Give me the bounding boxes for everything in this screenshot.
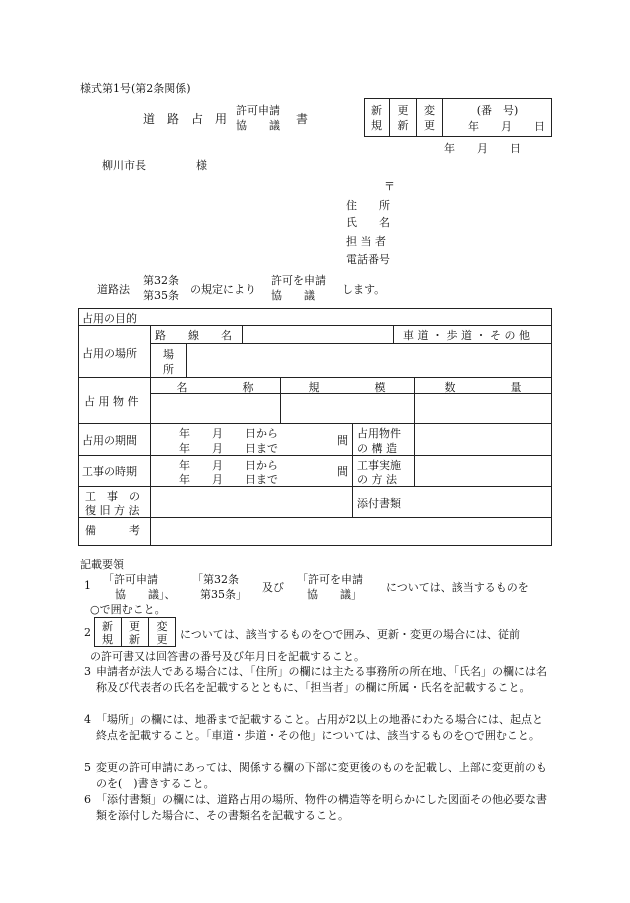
note1-tail: については、該当するものを: [386, 581, 529, 594]
note4-text: 「場所」の欄には、地番まで記載すること。占用が2以上の地番にわたる場合には、起点と終点を記載すること。「車道・歩道・その他」については、該当するものを○で囲むこと。: [96, 713, 543, 742]
title-option-consult: 協 議: [236, 119, 280, 132]
statement-article-35: 第35条: [143, 289, 179, 302]
note2-number: 2: [84, 626, 91, 639]
note5-text: 変更の許可申請にあっては、関係する欄の下部に変更後のものを記載し、上部に変更前のものを( )書きすること。: [96, 761, 547, 790]
restore-label-1: 工 事 の: [85, 490, 140, 503]
applicant-contact: 担 当 者: [346, 235, 386, 248]
statement-provision: の規定により: [190, 283, 256, 296]
note3: [80, 664, 550, 696]
work-period-label: 工事の時期: [82, 465, 137, 478]
col-spec-header: 規 模: [308, 381, 386, 394]
note5: [80, 760, 550, 792]
title-option-permit: 許可申請: [236, 104, 280, 117]
note1-option-c1: 「許可を申請: [297, 573, 363, 586]
note4-number: 4: [84, 713, 91, 726]
applicant-phone: 電話番号: [346, 253, 390, 266]
work-from: 年 月 日から: [179, 459, 278, 472]
attachments-label: 添付書類: [357, 497, 401, 510]
work-to: 年 月 日まで: [179, 473, 278, 486]
postal-mark: 〒: [384, 180, 395, 193]
note2-line2: の許可書又は回答書の番号及び年月日を記載すること。: [90, 650, 365, 663]
period-duration: 間: [337, 434, 348, 447]
addressee-honorific: 様: [196, 159, 207, 172]
period-label: 占用の期間: [82, 434, 137, 447]
type-change-2: 更: [424, 119, 435, 132]
applicant-address: 住 所: [346, 199, 390, 212]
type-renew-2: 新: [397, 119, 409, 132]
statement-article-32: 第32条: [143, 274, 179, 287]
period-from: 年 月 日から: [179, 427, 278, 440]
note2-tail: については、該当するものを○で囲み、更新・変更の場合には、従前: [180, 628, 521, 641]
type-new-2: 規: [371, 119, 382, 132]
note2-type-change-1: 変: [156, 620, 168, 633]
note2-type-renew-2: 新: [129, 633, 140, 646]
applicant-name: 氏 名: [346, 216, 390, 229]
purpose-label: 占用の目的: [82, 312, 137, 325]
number-label: (番 号): [476, 104, 519, 117]
place-label: 占用の場所: [82, 347, 137, 360]
col-name-header: 名 称: [176, 381, 254, 394]
note5-number: 5: [84, 761, 91, 774]
note1-option-b1: 「第32条: [192, 573, 239, 586]
place-sub-label-2: 所: [163, 363, 174, 376]
type-renew-1: 更: [397, 104, 409, 117]
route-name-label: 路 線 名: [155, 329, 232, 342]
statement-law: 道路法: [97, 283, 130, 296]
title-suffix: 書: [296, 112, 309, 126]
note6-number: 6: [84, 793, 91, 806]
object-label: 占 用 物 件: [84, 395, 139, 408]
note1-option-c2: 協 議」: [307, 588, 362, 601]
statement-option-permit: 許可を申請: [271, 274, 326, 287]
note2-type-new-1: 新: [102, 620, 113, 633]
number-date: 年 月 日: [468, 120, 545, 133]
note1-number: 1: [84, 579, 91, 592]
structure-label-1: 占用物件: [357, 427, 401, 440]
road-type-label: 車 道 ・ 歩 道 ・ そ の 他: [403, 329, 530, 342]
note2-type-change-2: 更: [156, 633, 168, 646]
note1-line2: ○で囲むこと。: [90, 603, 166, 616]
note1-option-a2: 協 議」、: [115, 588, 176, 601]
place-sub-label-1: 場: [163, 348, 174, 361]
work-method-label-1: 工事実施: [357, 459, 401, 472]
note3-number: 3: [84, 665, 91, 678]
type-change-1: 変: [424, 104, 435, 117]
note1-option-a1: 「許可申請: [103, 573, 158, 586]
note2-type-renew-1: 更: [129, 620, 140, 633]
addressee-name: 柳川市長: [102, 159, 146, 172]
note6: [80, 792, 550, 824]
form-id: 様式第1号(第2条関係): [80, 82, 191, 95]
note1-and: 及び: [262, 581, 284, 594]
structure-label-2: の 構 造: [357, 442, 397, 455]
note2-type-new-2: 規: [102, 633, 113, 646]
work-method-label-2: の 方 法: [357, 473, 397, 486]
work-duration: 間: [337, 465, 348, 478]
restore-label-2: 復 旧 方 法: [85, 504, 140, 517]
note4: [80, 712, 550, 744]
notes-heading: 記載要領: [80, 558, 124, 571]
period-to: 年 月 日まで: [179, 442, 278, 455]
application-date: 年 月 日: [444, 142, 521, 155]
type-new-1: 新: [371, 104, 382, 117]
statement-option-consult: 協 議: [271, 289, 315, 302]
col-quantity-header: 数 量: [444, 381, 522, 394]
remarks-label: 備 考: [85, 524, 140, 537]
note6-text: 「添付書類」の欄には、道路占用の場所、物件の構造等を明らかにした図面その他必要な書類を添付した場合に、その書類名を記載すること。: [96, 793, 547, 822]
statement-end: します。: [342, 283, 386, 296]
form-title: 道 路 占 用: [143, 112, 228, 126]
note3-text: 申請者が法人である場合には、「住所」の欄には主たる事務所の所在地、「氏名」の欄には名称及び代表者の氏名を記載するとともに、「担当者」の欄に所属・氏名を記載すること。: [96, 665, 547, 694]
note1-option-b2: 第35条」: [200, 588, 247, 601]
